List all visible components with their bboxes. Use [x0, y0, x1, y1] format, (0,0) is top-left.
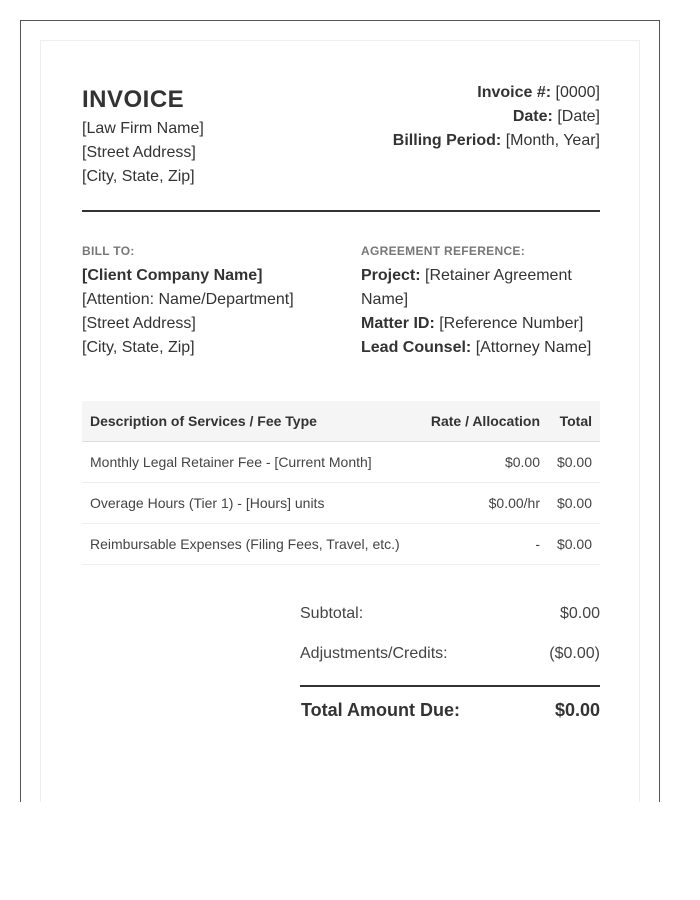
billing-period-label: Billing Period:	[392, 132, 502, 149]
project-value-continued: Name]	[361, 291, 409, 308]
invoice-date-label: Date:	[512, 108, 553, 125]
invoice-date-value: [Date]	[557, 108, 600, 125]
invoice-number-label: Invoice #:	[477, 84, 552, 101]
row-total: $0.00	[556, 495, 592, 511]
table-row	[82, 442, 600, 483]
agreement-lead-counsel	[361, 336, 591, 360]
client-street: [Street Address]	[82, 315, 196, 332]
row-description: Monthly Legal Retainer Fee - [Current Month]	[90, 454, 372, 470]
column-header-description: Description of Services / Fee Type	[90, 413, 317, 429]
adjustments-value: ($0.00)	[549, 645, 600, 662]
invoice-number	[477, 81, 600, 105]
client-city: [City, State, Zip]	[82, 339, 195, 356]
row-total: $0.00	[556, 454, 592, 470]
column-header-total: Total	[559, 413, 592, 429]
client-attention: [Attention: Name/Department]	[82, 291, 294, 308]
agreement-reference-label: AGREEMENT REFERENCE:	[361, 244, 526, 258]
firm-name: [Law Firm Name]	[82, 120, 204, 137]
services-table	[82, 401, 600, 565]
row-rate: $0.00/hr	[488, 495, 540, 511]
table-row	[82, 483, 600, 524]
row-description: Overage Hours (Tier 1) - [Hours] units	[90, 495, 325, 511]
total-due-value: $0.00	[554, 700, 600, 720]
firm-street: [Street Address]	[82, 144, 196, 161]
adjustments-label: Adjustments/Credits:	[300, 645, 448, 662]
billing-period	[393, 129, 600, 153]
header-divider	[82, 210, 600, 212]
subtotal-label: Subtotal:	[300, 605, 364, 622]
agreement-matter-id	[361, 312, 583, 336]
row-rate: $0.00	[504, 454, 540, 470]
invoice-number-value: [0000]	[555, 84, 600, 101]
totals-divider	[300, 685, 600, 687]
client-company-name: [Client Company Name]	[82, 267, 263, 284]
project-label: Project:	[361, 267, 421, 284]
invoice-date	[513, 105, 600, 129]
table-row	[82, 524, 600, 565]
total-due-label: Total Amount Due:	[301, 700, 460, 720]
table-header-row	[82, 401, 600, 442]
billing-period-value: [Month, Year]	[505, 132, 600, 149]
column-header-rate: Rate / Allocation	[430, 413, 540, 429]
row-rate: -	[535, 536, 540, 552]
project-value: [Retainer Agreement	[425, 267, 572, 284]
agreement-project	[361, 264, 572, 288]
bill-to-label: BILL TO:	[82, 244, 135, 258]
matter-id-value: [Reference Number]	[439, 315, 584, 332]
lead-counsel-label: Lead Counsel:	[361, 339, 472, 356]
firm-city: [City, State, Zip]	[82, 168, 195, 185]
row-total: $0.00	[556, 536, 592, 552]
matter-id-label: Matter ID:	[361, 315, 435, 332]
lead-counsel-value: [Attorney Name]	[475, 339, 592, 356]
row-description: Reimbursable Expenses (Filing Fees, Travel, etc.)	[90, 536, 400, 552]
invoice-title: INVOICE	[82, 86, 185, 113]
subtotal-value: $0.00	[559, 605, 600, 622]
